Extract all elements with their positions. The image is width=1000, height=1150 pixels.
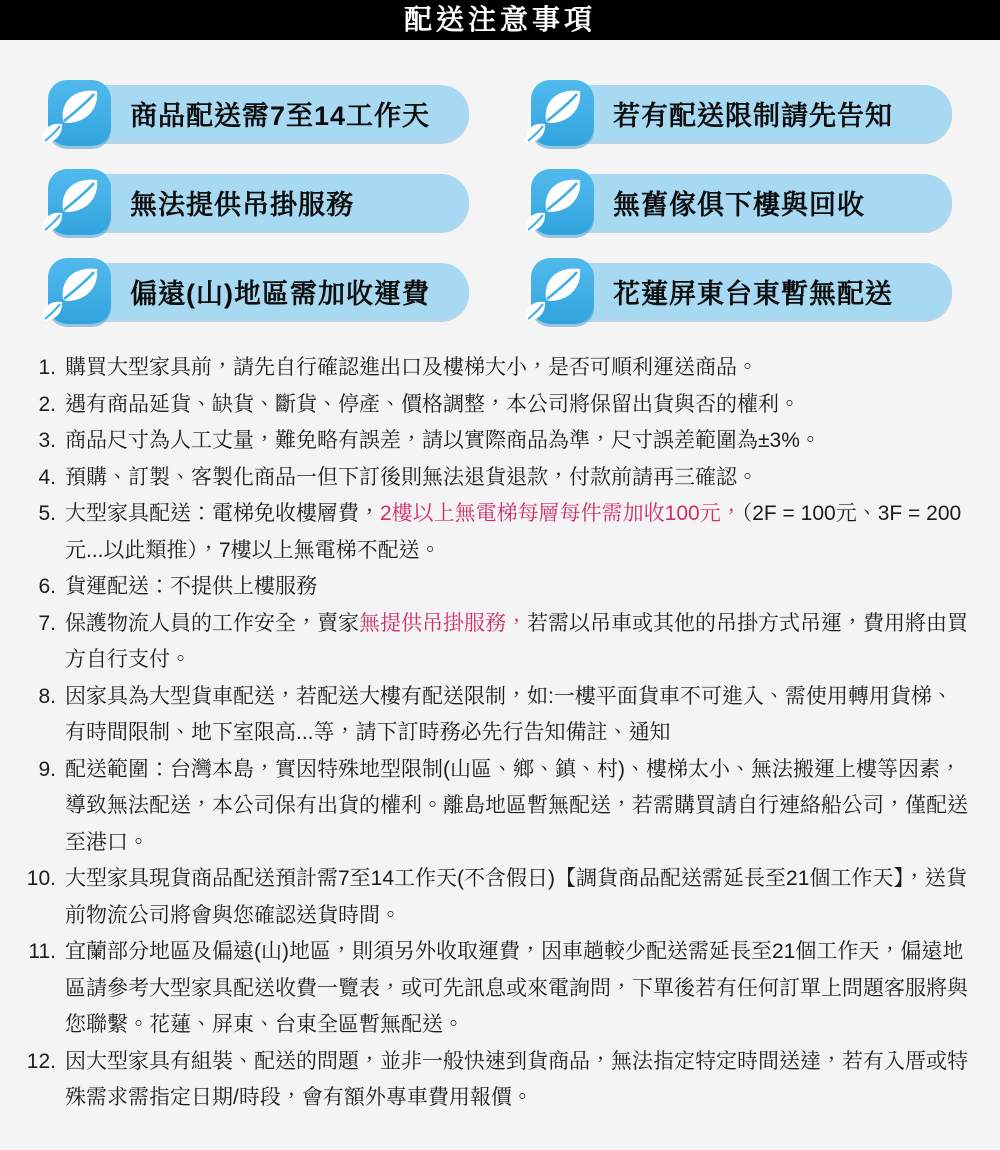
highlighted-text: 2樓以上無電梯每層每件需加收100元， <box>380 502 742 525</box>
note-number: 5. <box>38 502 56 525</box>
badges-section <box>0 80 1000 324</box>
badge-label: 花蓮屏東台東暫無配送 <box>553 263 952 319</box>
note-item <box>12 569 972 606</box>
note-text: 貨運配送：不提供上樓服務 <box>65 575 317 598</box>
note-text: 購買大型家具前，請先自行確認進出口及樓梯大小，是否可順利運送商品。 <box>65 356 758 379</box>
note-item <box>12 496 972 569</box>
badge-label: 偏遠(山)地區需加收運費 <box>70 263 469 319</box>
header <box>0 0 1000 40</box>
note-text: 大型家具現貨商品配送預計需7至14工作天(不含假日)【調貨商品配送需延長至21個工作天】，送貨前物流公司將會與您確認送貨時間。 <box>65 867 967 927</box>
note-text: 保護物流人員的工作安全，賣家無提供吊掛服務，若需以吊車或其他的吊掛方式吊運，費用將由買方自行支付。 <box>65 611 968 671</box>
note-number: 8. <box>38 684 56 708</box>
note-number: 4. <box>38 465 56 489</box>
note-item <box>12 934 972 1044</box>
note-item <box>12 861 972 934</box>
note-number: 9. <box>38 757 56 781</box>
badge-no-hoisting <box>48 169 469 235</box>
badge-label: 商品配送需7至14工作天 <box>70 85 469 141</box>
note-text: 大型家具配送：電梯免收樓層費，2樓以上無電梯每層每件需加收100元，（2F = 100元、3F = 200元...以此類推），7樓以上無電梯不配送。 <box>65 502 962 562</box>
note-number: 2. <box>38 392 56 416</box>
notes-list <box>0 324 1000 1117</box>
note-number: 1. <box>38 356 56 379</box>
note-number: 7. <box>38 611 56 635</box>
note-text: 遇有商品延貨、缺貨、斷貨、停產、價格調整，本公司將保留出貨與否的權利。 <box>65 392 800 416</box>
note-item <box>12 423 972 460</box>
note-text: 因大型家具有組裝、配送的問題，並非一般快速到貨商品，無法指定特定時間送達，若有入厝或特殊需求需指定日期/時段，會有額外專車費用報價。 <box>65 1049 968 1109</box>
leaf-icon <box>48 258 111 324</box>
note-number: 6. <box>38 575 56 598</box>
note-item <box>12 350 972 387</box>
note-text: 配送範圍：台灣本島，實因特殊地型限制(山區、鄉、鎮、村)、樓梯太小、無法搬運上樓等因素，導致無法配送，本公司保有出貨的權利。離島地區暫無配送，若需購買請自行連絡船公司，僅配送至港口。 <box>65 757 968 854</box>
badge-label: 無舊傢俱下樓與回收 <box>553 174 952 230</box>
badge-delivery-days <box>48 80 469 146</box>
note-item <box>12 460 972 497</box>
note-text: 因家具為大型貨車配送，若配送大樓有配送限制，如:一樓平面貨車不可進入、需使用轉用貨梯、有時間限制、地下室限高...等，請下訂時務必先行告知備註、通知 <box>65 684 953 744</box>
leaf-icon <box>48 80 111 146</box>
leaf-icon <box>531 169 594 235</box>
highlighted-text: 無提供吊掛服務， <box>359 611 527 635</box>
badge-no-delivery-east-regions <box>531 258 952 324</box>
note-item <box>12 387 972 424</box>
note-number: 11. <box>28 940 56 963</box>
note-number: 10. <box>26 867 56 890</box>
badge-label: 若有配送限制請先告知 <box>553 85 952 141</box>
note-item <box>12 606 972 679</box>
leaf-icon <box>531 80 594 146</box>
badge-label: 無法提供吊掛服務 <box>70 174 469 230</box>
note-number: 12. <box>26 1049 56 1073</box>
page-title: 配送注意事項 <box>403 4 596 35</box>
note-text: 預購、訂製、客製化商品一但下訂後則無法退貨退款，付款前請再三確認。 <box>65 465 758 489</box>
leaf-icon <box>531 258 594 324</box>
badge-delivery-limit-notice <box>531 80 952 146</box>
note-item <box>12 1044 972 1117</box>
leaf-icon <box>48 169 111 235</box>
note-text: 宜蘭部分地區及偏遠(山)地區，則須另外收取運費，因車趟較少配送需延長至21個工作天，偏遠地區請參考大型家具配送收費一覽表，或可先訊息或來電詢問，下單後若有任何訂單上問題客服將與您聯繫。花蓮、屏東、台東全區暫無配送。 <box>65 940 968 1036</box>
badge-remote-area-fee <box>48 258 469 324</box>
badge-no-old-furniture-recycle <box>531 169 952 235</box>
note-number: 3. <box>38 429 56 452</box>
note-item <box>12 752 972 862</box>
note-text: 商品尺寸為人工丈量，難免略有誤差，請以實際商品為準，尺寸誤差範圍為±3%。 <box>65 429 821 452</box>
note-item <box>12 679 972 752</box>
